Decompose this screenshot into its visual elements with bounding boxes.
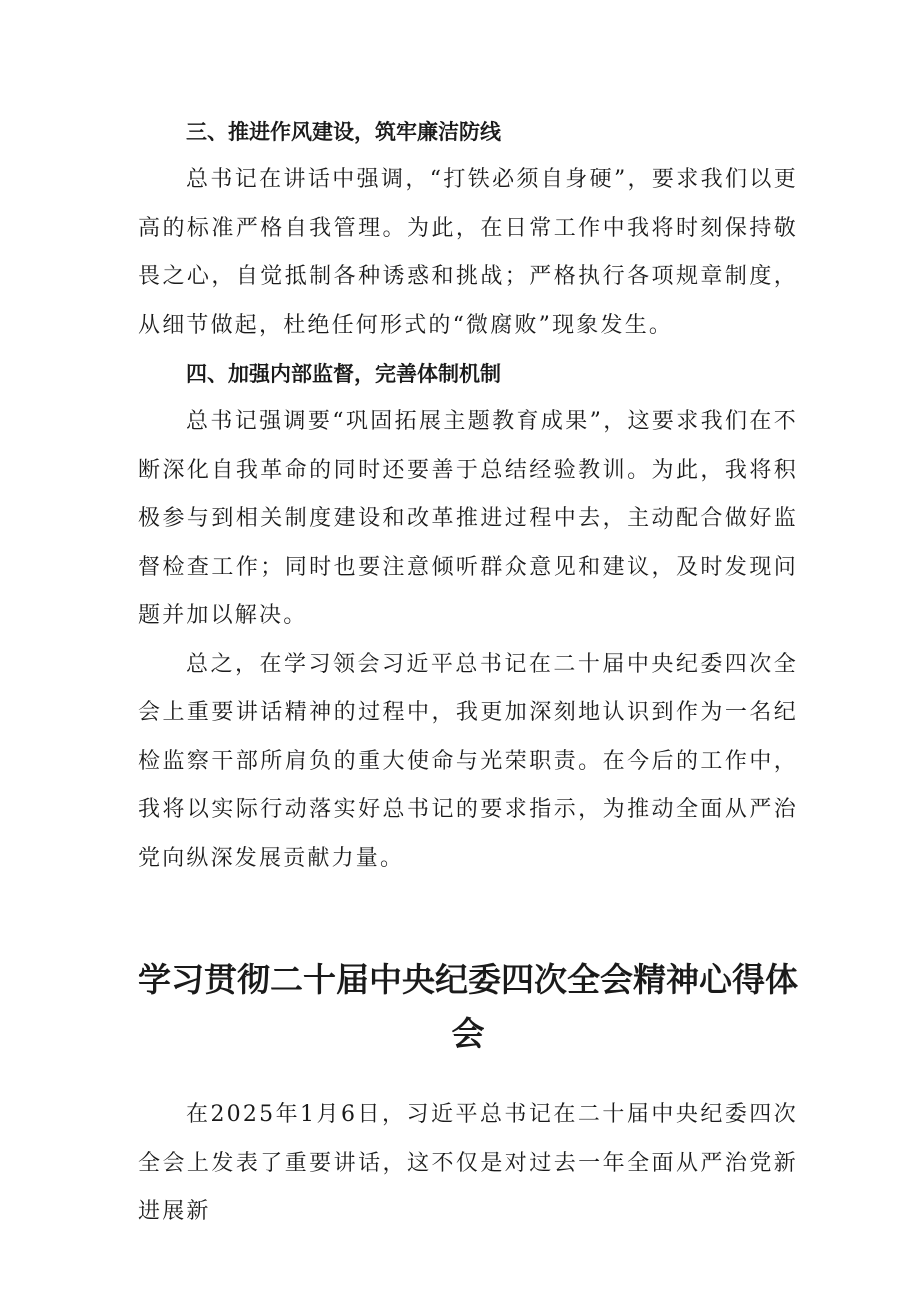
- section-3-heading: 三、推进作风建设，筑牢廉洁防线: [186, 120, 501, 144]
- document-page: [138, 108, 798, 1237]
- section-4-paragraph: 总书记强调要“巩固拓展主题教育成果”，这要求我们在不断深化自我革命的同时还要善于总结经验教训。为此，我将积极参与到相关制度建设和改革推进过程中去，主动配合做好监督检查工作；同时也要注意倾听群众意见和建议，及时发现问题并加以解决。: [138, 409, 798, 628]
- article-title: 学习贯彻二十届中央纪委四次全会精神心得体会: [138, 960, 798, 1053]
- conclusion-paragraph: 总之，在学习领会习近平总书记在二十届中央纪委四次全会上重要讲话精神的过程中，我更加深刻地认识到作为一名纪检监察干部所肩负的重大使命与光荣职责。在今后的工作中，我将以实际行动落实好总书记的要求指示，为推动全面从严治党向纵深发展贡献力量。: [138, 651, 798, 871]
- section-3-paragraph: 总书记在讲话中强调，“打铁必须自身硬”，要求我们以更高的标准严格自我管理。为此，在日常工作中我将时刻保持敬畏之心，自觉抵制各种诱惑和挑战；严格执行各项规章制度，从细节做起，杜绝任何形式的“微腐败”现象发生。: [138, 167, 798, 338]
- article-intro-paragraph: 在2025年1月6日，习近平总书记在二十届中央纪委四次全会上发表了重要讲话，这不仅是对过去一年全面从严治党新进展新: [138, 1102, 798, 1224]
- section-4-heading: 四、加强内部监督，完善体制机制: [186, 362, 501, 386]
